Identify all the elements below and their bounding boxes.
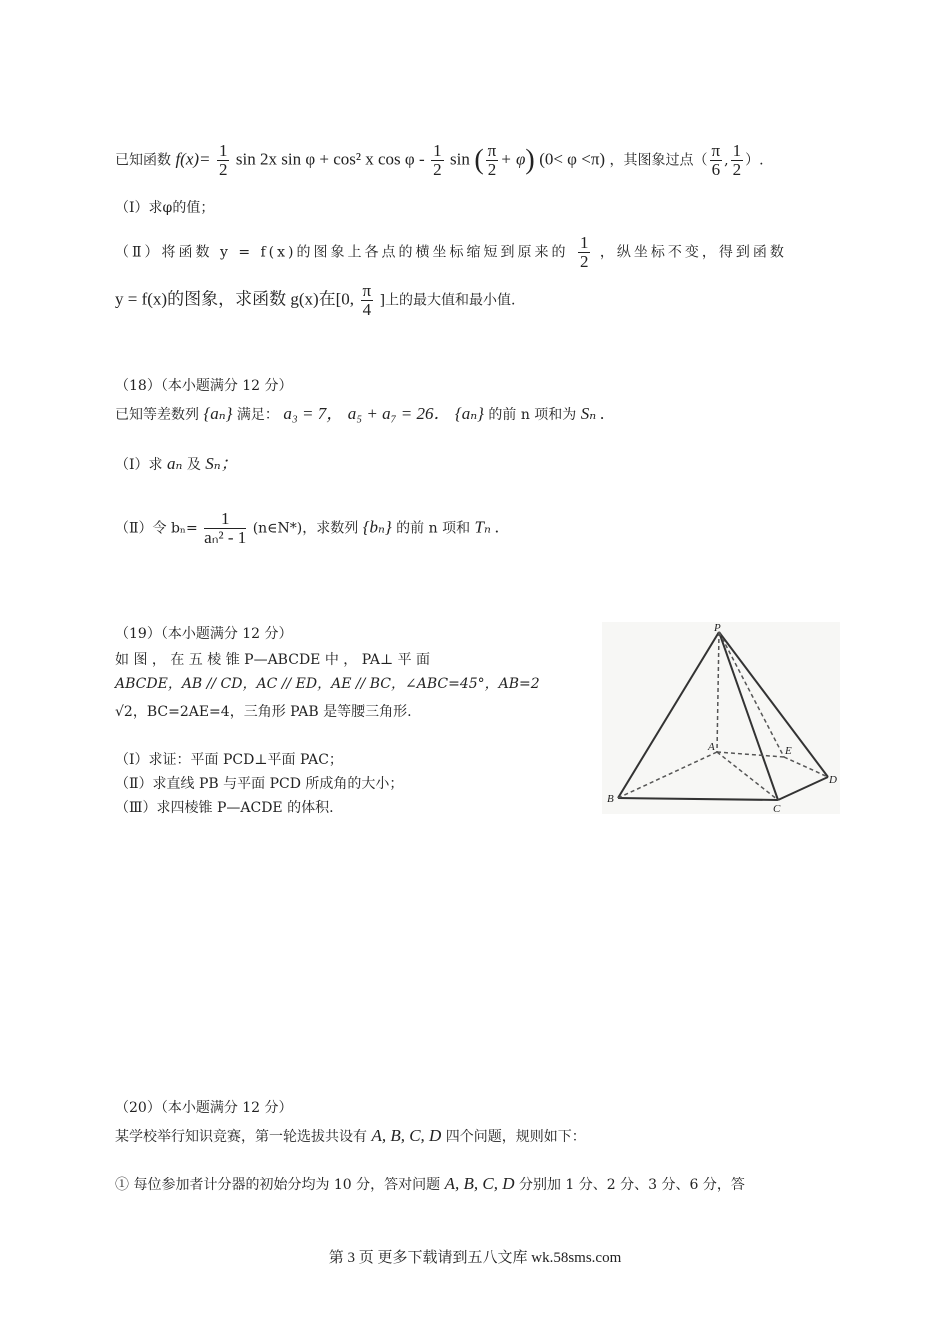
q18-part1-sn: Sₙ； [205, 454, 238, 473]
q18-part1 [115, 454, 238, 475]
q18-part1-a: （Ⅰ）求 [115, 457, 163, 473]
q18-part2 [115, 510, 499, 547]
q20-line1-b: 四个问题，规则如下： [445, 1129, 586, 1145]
label-p: P [714, 622, 721, 634]
q18-line1-a: 已知等差数列 [115, 407, 199, 423]
q17-frac-half-2: $\frac{1}{2}$ [433, 141, 442, 179]
q19-header: （19）（本小题满分 12 分） [115, 626, 293, 642]
q17-function-line: 已知函数 f(x)= $\frac{1}{2}$ sin 2x sin φ + cos² x cos φ - $\frac{1}{2}$ sin ( $\frac{\pi}{2}$ + φ) (0< φ <π) ，其图象过点（ $\frac{\pi}{6}$ , $\frac{1}{2}$ ）. [115, 141, 764, 179]
q17-term2: sin [450, 149, 470, 169]
label-d: D [829, 774, 837, 786]
q17-part2-b: ，纵坐标不变，得到函数 [599, 244, 787, 261]
q17-part1: （Ⅰ）求φ的值； [115, 200, 215, 216]
q18-seq-a: {aₙ} [203, 404, 233, 423]
q20-header: （20）（本小题满分 12 分） [115, 1100, 293, 1116]
figure-background [602, 622, 840, 814]
q18-part1-an: aₙ [166, 454, 183, 473]
q17-point-end: ）. [745, 152, 764, 169]
q18-part1-b: 及 [186, 457, 201, 473]
label-e: E [785, 745, 792, 757]
q18-line1-c: 的前 n 项和为 [488, 407, 577, 423]
q17-part2-line1 [115, 234, 787, 271]
q18-part2-b: (n∈N*)，求数列 [252, 520, 359, 537]
q19-line1: 如 图 ， 在 五 棱 锥 P—ABCDE 中 ， PA⊥ 平 面 [115, 652, 431, 668]
q18-tn: Tₙ . [474, 517, 500, 537]
pyramid-figure [602, 622, 840, 814]
q19-part1: （Ⅰ）求证：平面 PCD⊥平面 PAC； [115, 752, 343, 768]
q17-frac-pi-2: $\frac{\pi}{2}$ [487, 141, 497, 179]
q17-point-text: ，其图象过点（ [609, 152, 708, 169]
q18-cond1: a₃ = 7， [283, 404, 344, 423]
label-a: A [708, 741, 715, 753]
q18-cond2: a₅ + a₇ = 26． [347, 404, 451, 423]
q17-part2-a: （Ⅱ）将函数 y = f(x)的图象上各点的横坐标缩短到原来的 [115, 244, 569, 261]
q20-rule1 [115, 1174, 745, 1195]
q18-seq-a-2: {aₙ} [454, 404, 484, 423]
q20-abcd: A, B, C, D [371, 1126, 442, 1145]
q18-part2-c: 的前 n 项和 [396, 520, 471, 537]
label-b: B [607, 793, 614, 805]
q19-part3: （Ⅲ）求四棱锥 P—ACDE 的体积. [115, 800, 334, 816]
q20-rule1-abcd: A, B, C, D [444, 1174, 515, 1193]
q17-part2-frac: $\frac{1}{2}$ [579, 233, 589, 271]
q17-point-x: $\frac{\pi}{6}$ [711, 141, 721, 179]
q20-line1-a: 某学校举行知识竞赛，第一轮选拔共设有 [115, 1129, 367, 1145]
label-c: C [773, 803, 781, 814]
q17-plus-phi: + φ [500, 149, 526, 169]
q17-part2-c: y = f(x)的图象，求函数 g(x)在[0, [115, 289, 355, 309]
q18-part2-frac: $\frac{1}{\text{aₙ² - 1}}$ [204, 509, 247, 547]
q18-header: （18）（本小题满分 12 分） [115, 378, 293, 394]
q17-part2-frac2: $\frac{\pi}{4}$ [362, 281, 372, 319]
page-footer: 第 3 页 更多下载请到五八文库 wk.58sms.com [328, 1250, 622, 1266]
q17-func-lhs: f(x)= [175, 149, 211, 169]
q17-term1: sin 2x sin φ + cos² x cos φ - [235, 149, 425, 169]
q17-frac-half: $\frac{1}{2}$ [218, 141, 228, 179]
q17-range: (0< φ <π) [539, 149, 606, 169]
q19-line3: √2，BC=2AE=4，三角形 PAB 是等腰三角形. [115, 704, 412, 720]
q18-part2-a: （Ⅱ）令 bₙ= [115, 520, 198, 537]
q20-line1 [115, 1126, 586, 1147]
q17-part2-line2 [115, 282, 515, 319]
q18-line1-b: 满足： [236, 407, 279, 423]
q20-rule1-b: 分别加 1 分、2 分、3 分、6 分，答 [518, 1177, 745, 1193]
q17-point-y: $\frac{1}{2}$ [732, 141, 742, 179]
q19-line2: ABCDE，AB // CD，AC // ED，AE // BC，∠ABC=45°，AB=2 [115, 676, 540, 692]
q18-line1 [115, 404, 605, 425]
q18-sn: Sₙ . [580, 404, 605, 423]
q17-intro: 已知函数 [115, 152, 171, 169]
q19-part2: （Ⅱ）求直线 PB 与平面 PCD 所成角的大小； [115, 776, 404, 792]
q17-part2-d: ]上的最大值和最小值. [379, 292, 516, 309]
q18-part2-seq: {bₙ} [362, 517, 392, 537]
q20-rule1-a: ① 每位参加者计分器的初始分均为 10 分，答对问题 [115, 1177, 441, 1193]
